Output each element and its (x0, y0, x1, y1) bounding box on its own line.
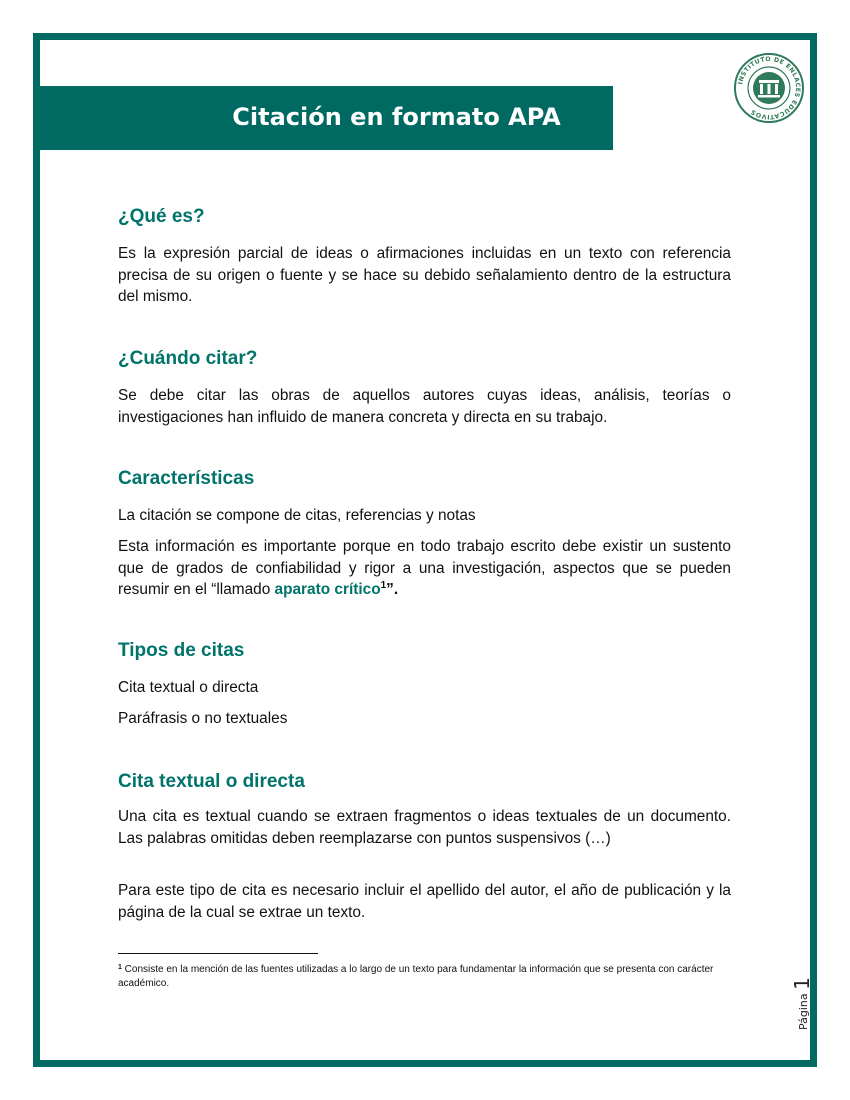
heading-caracteristicas: Características (118, 468, 255, 489)
title-banner (40, 86, 613, 150)
page-label: Página (797, 993, 810, 1030)
footnote (118, 963, 733, 991)
page-title: Citación en formato APA (232, 103, 561, 131)
heading-cuando-citar: ¿Cuándo citar? (118, 348, 258, 369)
svg-text:INSTITUTO DE ENLACES EDUCATIVO: INSTITUTO DE ENLACES EDUCATIVOS (737, 55, 802, 121)
paragraph-caracteristicas-1: La citación se compone de citas, referencias y notas (118, 507, 476, 524)
page-number: 1 (790, 977, 814, 990)
heading-tipos-de-citas: Tipos de citas (118, 640, 245, 661)
aparato-critico-term: aparato crítico (274, 581, 381, 598)
list-item-cita-textual: Cita textual o directa (118, 679, 259, 696)
closing-quote: ”. (386, 581, 399, 598)
footnote-separator (118, 953, 318, 954)
list-item-parafrasis: Paráfrasis o no textuales (118, 710, 288, 727)
paragraph-cita-textual-2: Para este tipo de cita es necesario incluir el apellido del autor, el año de publicación y la página de la cual se extrae un texto. (118, 882, 731, 921)
heading-cita-textual: Cita textual o directa (118, 771, 305, 792)
institute-logo (733, 52, 805, 124)
footnote-ref[interactable]: 1 (380, 580, 387, 591)
paragraph-cita-textual-1: Una cita es textual cuando se extraen fragmentos o ideas textuales de un documento. Las palabras omitidas deben reemplazarse con puntos suspensivos (…) (118, 808, 731, 847)
page-number-block (770, 940, 830, 1030)
heading-que-es: ¿Qué es? (118, 206, 205, 227)
paragraph-text: Esta información es importante porque en todo trabajo escrito debe existir un sustento que de grados de confiabilidad y rigor a una investigación, aspectos que se pueden resumir en el “llamado (118, 538, 731, 598)
footnote-text: Consiste en la mención de las fuentes utilizadas a lo largo de un texto para fundamentar la información que se presenta con carácter académico. (118, 964, 714, 989)
footnote-number: 1 (118, 964, 122, 971)
paragraph-que-es: Es la expresión parcial de ideas o afirmaciones incluidas en un texto con referencia precisa de su origen o fuente y se hace su debido señalamiento dentro de la estructura del mismo. (118, 245, 731, 305)
paragraph-caracteristicas-2 (118, 536, 731, 601)
paragraph-cuando-citar: Se debe citar las obras de aquellos autores cuyas ideas, análisis, teorías o investigaciones han influido de manera concreta y directa en su trabajo. (118, 387, 731, 426)
